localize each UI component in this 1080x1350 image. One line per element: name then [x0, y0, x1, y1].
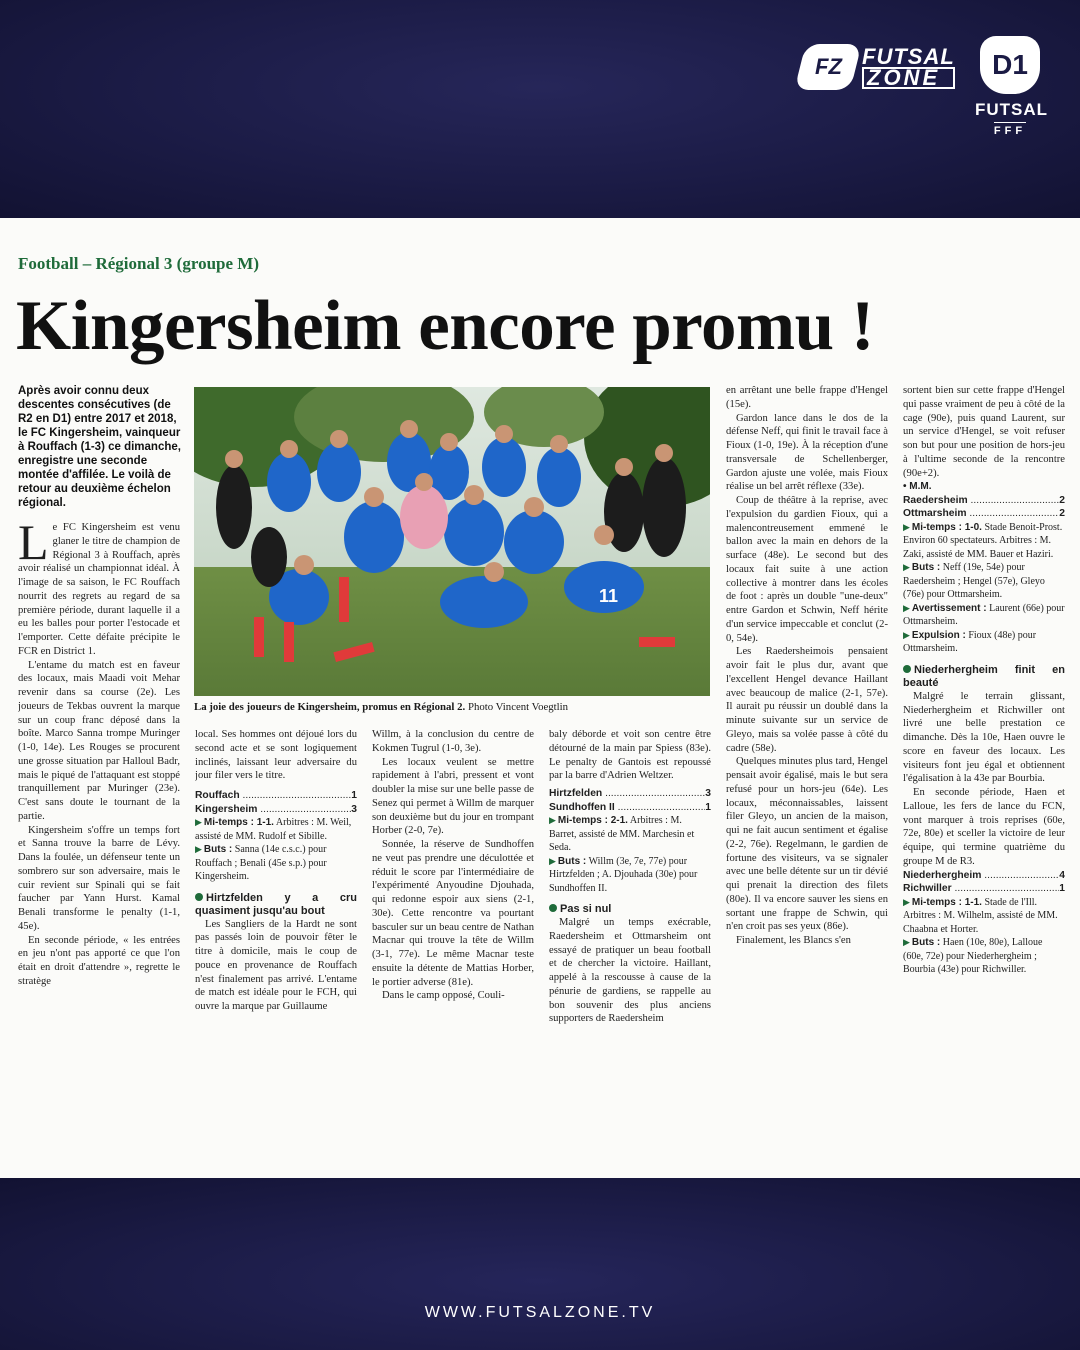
score-line [195, 789, 357, 803]
score-line [903, 507, 1065, 521]
futsalzone-logo [800, 44, 955, 90]
score-box [549, 787, 711, 895]
score-line [549, 787, 711, 801]
info-text: Neff (19e, 54e) pour Raedersheim ; Hengel (57e), Gleyo (76e) pour Ottmarsheim. [903, 562, 1045, 601]
match-info [195, 843, 357, 884]
paragraph: Quelques minutes plus tard, Hengel pensait avoir égalisé, mais le but sera refusé pour un hors-jeu (64e). Les locaux, méconnaissables, laissent filer Gleyo, un ancien de la maison, qui ne fait aucun sentiment et égalise (2-2, 76e). Regelmann, le gardien de fortune des visiteurs, va se signaler avec une belle détente sur un tir dévié qui prenait la direction des filets (80e). Il va encore sauver les siens en sortant une frappe de Schwin, qui n'en croit pas ses yeux (86e). [726, 756, 888, 933]
d1-shield-icon [980, 36, 1040, 94]
paragraph: Sonnée, la réserve de Sundhoffen ne veut pas prendre une déculottée et réduit le score par l'intermédiaire de l'expérimenté Anyoudine Djouhada, qui redonne espoir aux siens (2-1, 30e). Cette rencontre va pourtant basculer sur un beau centre de Nathan Macnar qui trouve la tête de Willm (3-1, 77e). Le même Macnar teste ensuite la détente de Mattias Horber, le portier adverse (81e). [372, 839, 534, 988]
d1-badge-text: D1 [992, 49, 1028, 80]
team-goals: 2 [1059, 508, 1065, 520]
team-name: Niederhergheim ..... [903, 869, 1059, 883]
team-celebration-photo [194, 387, 710, 696]
subheading-text: Niederhergheim finit en beauté [903, 663, 1065, 689]
match-info [903, 561, 1065, 602]
paragraph [18, 521, 180, 659]
team-goals: 4 [1059, 869, 1065, 881]
caption-text: La joie des joueurs de Kingersheim, promus en Régional 2. [194, 701, 466, 713]
triangle-bullet-icon: ▶ [195, 817, 202, 827]
subheading-text: Hirtzfelden y a cru quasiment jusqu'au bout [195, 891, 357, 917]
paragraph: baly déborde et voit son centre être détourné de la main par Spiess (83e). Le penalty de Gantois est repoussé par la barre d'Adrien Weltzer. [549, 729, 711, 782]
score-line [903, 882, 1065, 896]
info-label: Mi-temps : 1-1. [203, 817, 274, 828]
info-label: Mi-temps : 1-1. [911, 896, 982, 908]
match-info [903, 521, 1065, 562]
bullet-dot-icon [549, 904, 557, 912]
svg-text:11: 11 [599, 586, 619, 606]
info-label: Mi-temps : 1-0. [911, 521, 982, 533]
info-text: Willm (3e, 7e, 77e) pour Hirtzfelden ; A. Djouhada (30e) pour Sundhoffen II. [549, 855, 698, 894]
paragraph: Les Sangliers de la Hardt ne sont pas passés loin de pouvoir fêter le titre à domicile, mais le coup de pouce en provenance de Rouffach n'est finalement pas arrivé. L'entame de match est idéale pour le FCH, qui ouvre la marque par Guillaume [195, 918, 357, 1012]
triangle-bullet-icon: ▶ [903, 562, 910, 573]
team-name: Richwiller ..... [903, 882, 1059, 896]
paragraph: Kingersheim s'offre un temps fort et Sanna trouve la barre de Lévy. Dans la foulée, un défenseur tente un sombrero sur son adversaire, mais le cuir revient sur Spinali qui se fait faucher par Yann Hurst. Kamal Benali transforme le penalty (1-1, 45e). [18, 824, 180, 932]
team-goals: 3 [351, 803, 357, 815]
paragraph-text: e FC Kingersheim est venu glaner le titre de champion de Régional 3 à Rouffach, après avoir réalisé un championnat idéal. À l'image de sa saison, le FC Rouffach nourrit des regrets au regard de sa première période, durant laquelle il a eu les balles pour porter l'estocade et l'emporter. Cette défaite précipite le FCR en District 1. [18, 522, 180, 657]
article-column-2 [195, 728, 357, 1064]
info-text: Stade Benoit-Prost. Environ 60 spectateurs. Arbitres : M. Zaki, assisté de MM. Bauer et Haziri. [903, 521, 1063, 560]
futsal-word: FUTSAL [862, 43, 955, 69]
match-info [549, 814, 711, 855]
photo-illustration [194, 387, 710, 696]
info-label: Mi-temps : 2-1. [557, 815, 628, 826]
team-name: Hirtzfelden ..... [549, 787, 705, 801]
bullet-dot-icon [195, 893, 203, 901]
team-goals: 3 [705, 788, 711, 799]
subheading-text: Pas si nul [560, 903, 612, 915]
article-lead: Après avoir connu deux descentes consécutives (de R2 en D1) entre 2017 et 2018, le FC Kingersheim, vainqueur à Rouffach (1-3) ce dimanche, enregistre une seconde montée d'affilée. Le voilà de retour au deuxième échelon régional. [18, 385, 181, 509]
triangle-bullet-icon: ▶ [549, 855, 556, 866]
score-line [903, 869, 1065, 883]
info-label: • [903, 481, 910, 493]
fz-badge-text: FZ [814, 54, 842, 79]
score-line [549, 801, 711, 815]
article-column-1 [18, 521, 180, 1061]
info-text: Arbitres : M. Barret, assisté de MM. Marchesin et Seda. [549, 815, 695, 853]
paragraph: Dans le camp opposé, Couli- [382, 990, 505, 1002]
triangle-bullet-icon: ▶ [903, 896, 910, 907]
d1-futsal-logo [975, 36, 1049, 139]
paragraph: L'entame du match est en faveur des locaux, mais Maadi voit Mehar revenir dans sa course (2e). Les joueurs de Tekbas ouvrent la marque sur un coup franc déposé dans la boîte. Marco Sanna trompe Muringer (1-0, 14e). Les Rouges se procurent une grosse situation par Halloul Badr, mais le piqué de l'attaquant est stoppé tranquillement par Muringer (23e). C'est sans doute le tournant de la partie. [18, 659, 180, 822]
info-text: Laurent (66e) pour Ottmarsheim. [903, 602, 1065, 628]
paragraph: Coup de théâtre à la reprise, avec l'expulsion du gardien Fioux, qui a malencontreusement emmené le ballon avec la main en dehors de la surface (48e). Le second but des locaux fait suite à une action collective à montrer dans les écoles de foot : après un double "une-deux" entre Gardon et Schwin, Neff hérite d'un service impeccable et conclut (2-0, 54e). [726, 495, 888, 644]
match-info [195, 816, 357, 843]
info-text: Haen (10e, 80e), Lalloue (60e, 72e) pour Niederhergheim ; Bourbia (43e) pour Richwiller. [903, 937, 1043, 975]
newspaper-clipping [0, 218, 1080, 1178]
paragraph: Les locaux veulent se mettre rapidement à l'abri, pressent et vont doubler la mise sur une belle passe de Senez qui permet à Willm de marquer son deuxième but du jour en trompant Horber (2-0, 7e). [372, 756, 534, 837]
team-goals: 2 [1059, 494, 1065, 506]
site-url-link[interactable]: WWW.FUTSALZONE.TV [424, 1304, 656, 1321]
paragraph: en arrêtant une belle frappe d'Hengel (15e). [726, 385, 888, 410]
info-text: Fioux (48e) pour Ottmarsheim. [903, 629, 1037, 655]
top-banner [0, 0, 1080, 218]
score-line [195, 803, 357, 817]
d1-futsal-text: FUTSAL [975, 100, 1049, 119]
team-name: Raedersheim ..... [903, 494, 1059, 508]
paragraph: Finalement, les Blancs s'en [736, 935, 851, 946]
info-label: Buts : [911, 937, 941, 948]
paragraph: Gardon lance dans le dos de la défense Neff, qui finit le travail face à Fioux (1-0, 19e). À la réception d'une transversale de Schellenberger, Gardon ajuste une volée, mais Fioux réalise un bel arrêt réflexe (33e). [726, 412, 888, 493]
info-label: Avertissement : [911, 602, 987, 614]
paragraph: sortent bien sur cette frappe d'Hengel qui passe vraiment de peu à côté de la cage (90e), puis quand Laurent, sur un service d'Hengel, se voit refuser son but pour une position de hors-jeu à l'ultime seconde de la rencontre (90e+2). [903, 385, 1065, 479]
paragraph: Malgré un temps exécrable, Raedersheim et Ottmarsheim ont essayé de pratiquer un beau football et de chercher la victoire. Haillant, appelé à la rescousse à cause de la pénurie de gardiens, se rappelle au bon souvenir des plus anciens supporters de Raedersheim [549, 917, 711, 1025]
team-goals: 1 [705, 801, 711, 813]
futsalzone-wordmark [862, 43, 955, 90]
photo-credit: Photo Vincent Voegtlin [467, 701, 569, 713]
score-line [903, 494, 1065, 508]
zone-word: ZONE [862, 67, 955, 89]
info-label: Buts : [557, 855, 587, 867]
score-box [903, 869, 1065, 977]
match-info [903, 896, 1065, 937]
info-text: Arbitres : M. Weil, assisté de MM. Rudolf et Sibille. [195, 817, 352, 842]
team-name: Ottmarsheim ..... [903, 507, 1059, 521]
match-info [903, 602, 1065, 629]
subheading [903, 664, 1065, 690]
triangle-bullet-icon: ▶ [903, 521, 910, 532]
team-goals: 1 [351, 790, 357, 801]
score-box [903, 494, 1065, 656]
triangle-bullet-icon: ▶ [195, 844, 202, 854]
info-text: Sanna (14e c.s.c.) pour Rouffach ; Benali (45e s.p.) pour Kingersheim. [195, 844, 327, 882]
article-headline: Kingersheim encore promu ! [16, 287, 874, 365]
info-label: Buts : [911, 562, 941, 574]
match-info [903, 629, 1065, 656]
team-goals: 1 [1059, 883, 1065, 894]
bullet-dot-icon [903, 665, 911, 673]
match-info [903, 936, 1065, 977]
paragraph: Willm, à la conclusion du centre de Kokmen Tugrul (1-0, 3e). [372, 729, 534, 754]
info-label: Expulsion : [911, 629, 966, 641]
info-text: Stade de l'Ill. Arbitres : M. Wilhelm, assisté de MM. Chaabna et Horter. [903, 896, 1058, 935]
paragraph: Les Raedersheimois pensaient avoir fait le plus dur, avant que l'excellent Hengel devance Haillant avec beaucoup de malice (2-1, 57e). Il aurait pu réussir un doublé dans la minute suivante sur un service de Gleyo, mais sa volée passe à côté du cadre (58e). [726, 646, 888, 754]
team-name: Kingersheim ..... [195, 803, 351, 817]
paragraph: local. Ses hommes ont déjoué lors du second acte et se sont logiquement inclinés, laissant leur adversaire du jour filer vers le titre. [195, 729, 357, 782]
match-info [549, 855, 711, 896]
article-column-6 [903, 384, 1065, 1064]
author-text: M.M. [909, 481, 932, 493]
article-column-4 [549, 728, 711, 1064]
triangle-bullet-icon: ▶ [903, 629, 910, 640]
triangle-bullet-icon: ▶ [549, 815, 556, 825]
triangle-bullet-icon: ▶ [903, 602, 910, 613]
team-name: Sundhoffen II ..... [549, 801, 705, 815]
bottom-banner [0, 1178, 1080, 1350]
d1-fff-text: FFF [994, 122, 1026, 137]
article-kicker: Football – Régional 3 (groupe M) [18, 254, 259, 273]
author-initials [903, 480, 1065, 494]
paragraph: En seconde période, « les entrées en jeu n'ont pas apporté ce que l'on était en droit d'attendre », regrette le stratège [18, 934, 180, 987]
team-name: Rouffach ..... [195, 789, 351, 803]
score-box [195, 789, 357, 884]
article-column-3 [372, 728, 534, 1064]
fz-badge-icon [794, 44, 861, 90]
paragraph: Malgré le terrain glissant, Niederhergheim et Richwiller ont livré une belle prestation ce dimanche. Dès la 10e, Haen ouvre le score en faveur des locaux. Les visiteurs font jeu égal et obtiennent l'égalisation à la 43e par Bourbia. [903, 690, 1065, 785]
triangle-bullet-icon: ▶ [903, 937, 910, 947]
info-label: Buts : [203, 844, 233, 855]
photo-caption [194, 700, 710, 714]
paragraph: En seconde période, Haen et Lalloue, les fers de lance du FCN, vont marquer à trois reprises (60e, 72e, 80e) et sceller la victoire de leur équipe, qui termine quatrième du groupe M de R3. [903, 787, 1065, 867]
drop-cap: L [18, 521, 49, 570]
subheading [195, 892, 357, 918]
subheading [549, 903, 711, 916]
article-column-5 [726, 384, 888, 1064]
